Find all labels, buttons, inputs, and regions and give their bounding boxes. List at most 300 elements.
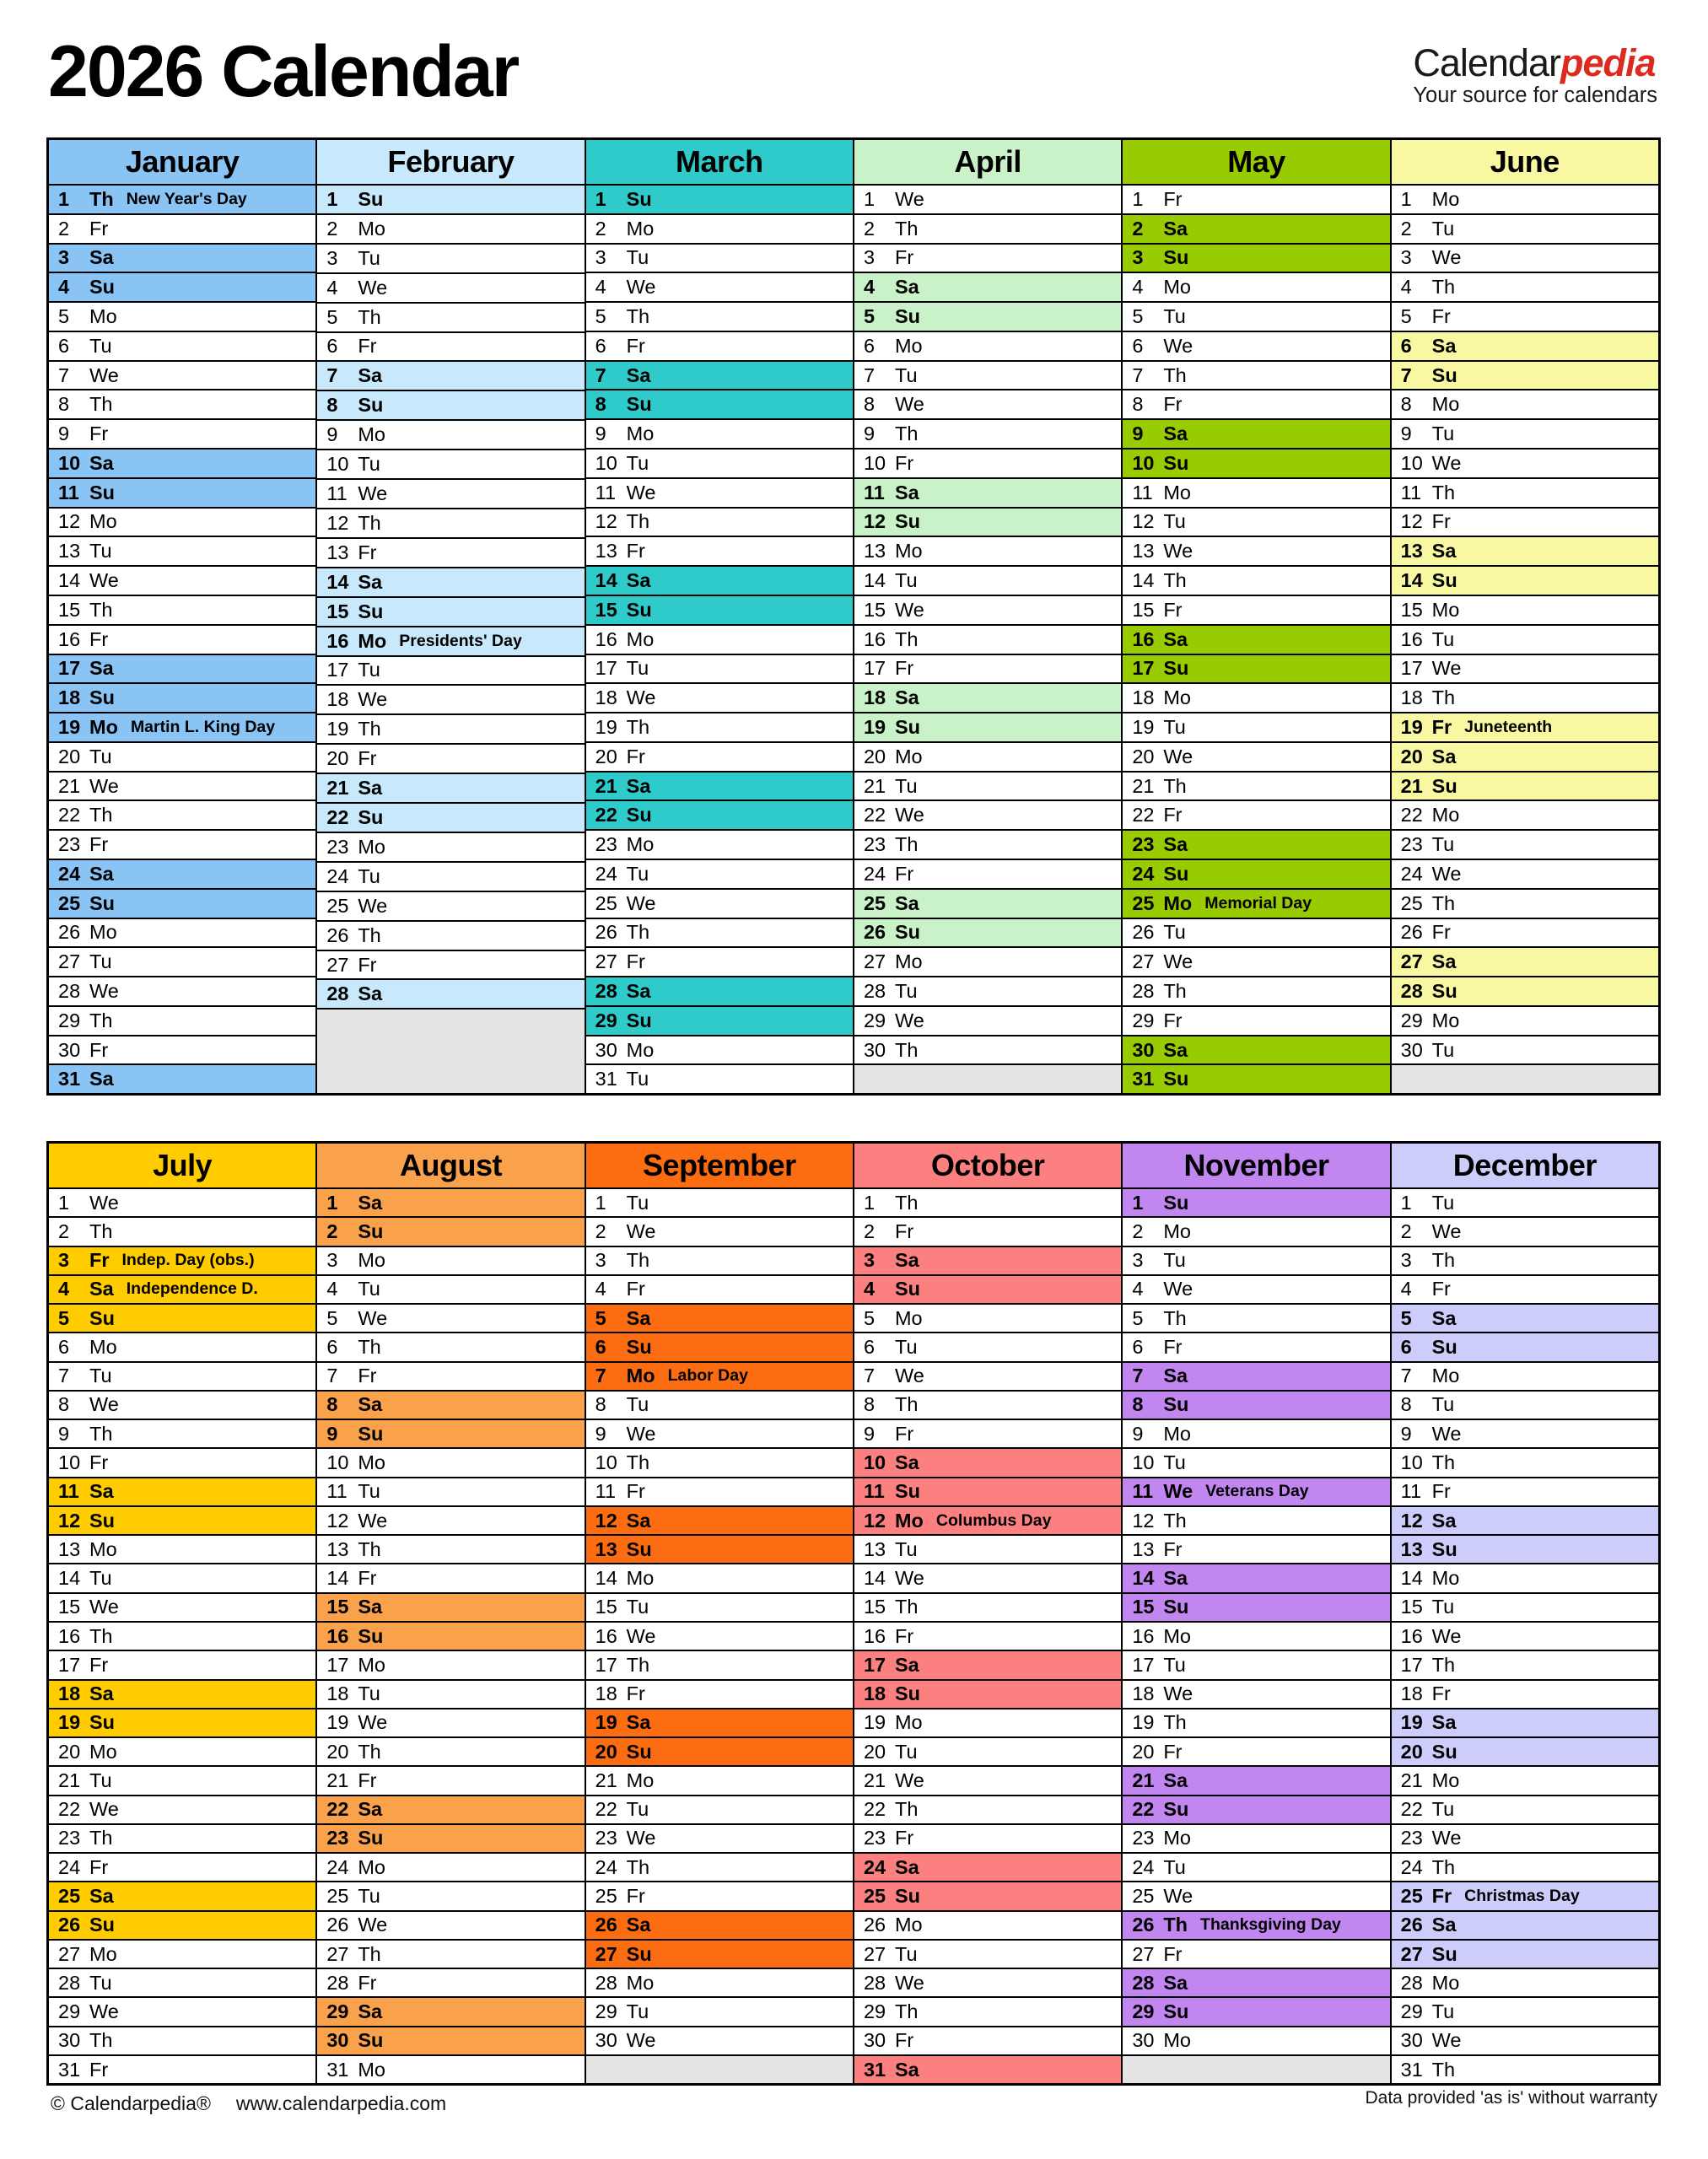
day-number: 12	[863, 1509, 886, 1532]
day-number: 30	[1132, 2029, 1155, 2052]
day-number: 29	[1132, 1009, 1155, 1031]
day-weekday: Mo	[1431, 1567, 1460, 1590]
day-number: 1	[863, 187, 876, 210]
day-number: 29	[1400, 1009, 1423, 1031]
day-number: 21	[58, 1769, 81, 1791]
day-weekday: We	[1163, 950, 1193, 973]
day-number: 23	[595, 1827, 617, 1849]
day-weekday: Fr	[1431, 510, 1451, 533]
day-row	[1392, 1564, 1658, 1593]
day-row	[317, 1825, 584, 1854]
day-row	[1123, 332, 1389, 362]
day-weekday: We	[358, 276, 388, 299]
day-weekday: We	[894, 187, 924, 210]
day-weekday: Sa	[89, 451, 114, 474]
day-row	[49, 1969, 315, 1998]
day-row	[1392, 1478, 1658, 1507]
day-weekday: Th	[89, 1827, 113, 1849]
holiday-label: Juneteenth	[1464, 717, 1553, 736]
day-number: 29	[595, 1009, 617, 1031]
day-number: 16	[1132, 627, 1155, 650]
day-number: 14	[595, 569, 617, 592]
day-row	[1392, 479, 1658, 509]
day-number: 4	[58, 276, 70, 299]
day-weekday: Mo	[358, 1249, 385, 1272]
day-row	[586, 186, 853, 215]
day-weekday: Th	[894, 1038, 919, 1061]
day-number: 1	[595, 1191, 606, 1214]
day-number: 6	[1400, 334, 1412, 357]
day-row	[586, 1276, 853, 1305]
day-row	[1123, 919, 1389, 949]
day-row	[854, 1882, 1121, 1911]
day-number: 24	[326, 1855, 349, 1878]
day-row	[49, 2027, 315, 2056]
day-row	[1392, 2056, 1658, 2083]
day-weekday: Sa	[358, 983, 383, 1005]
day-number: 26	[326, 923, 349, 946]
day-row	[1392, 1218, 1658, 1246]
day-weekday: Tu	[894, 1335, 918, 1358]
day-row	[1392, 1738, 1658, 1767]
day-row	[854, 1218, 1121, 1246]
day-row	[317, 627, 584, 657]
day-weekday: Su	[894, 921, 921, 944]
day-number: 1	[1400, 1191, 1412, 1214]
day-number: 27	[1400, 1942, 1423, 1965]
day-number: 2	[595, 1219, 606, 1242]
day-number: 9	[326, 423, 338, 446]
month-header: July	[49, 1144, 315, 1189]
day-weekday: Mo	[1431, 1365, 1460, 1387]
day-number: 5	[326, 1306, 338, 1329]
day-number: 1	[1400, 187, 1412, 210]
day-row	[317, 215, 584, 245]
day-row	[1123, 1709, 1389, 1738]
day-number: 11	[1400, 481, 1422, 503]
month-column-may	[1123, 140, 1391, 1093]
day-row	[49, 215, 315, 245]
day-weekday: Su	[89, 1509, 116, 1532]
month-header: December	[1392, 1144, 1658, 1189]
day-number: 18	[58, 1683, 81, 1705]
day-number: 25	[58, 891, 81, 914]
holiday-label: Veterans Day	[1205, 1482, 1309, 1501]
day-row	[317, 421, 584, 450]
day-weekday: We	[626, 891, 656, 914]
day-number: 30	[863, 2029, 886, 2052]
day-weekday: Sa	[1163, 217, 1188, 240]
day-row	[586, 1623, 853, 1651]
day-weekday: Mo	[89, 921, 117, 944]
day-number: 8	[863, 1393, 876, 1416]
day-row	[1123, 1218, 1389, 1246]
day-row	[49, 1507, 315, 1536]
day-row	[1123, 1478, 1389, 1507]
day-weekday: Su	[626, 187, 652, 210]
day-number: 30	[863, 1038, 886, 1061]
day-weekday: Tu	[626, 1596, 649, 1618]
day-row	[1392, 1507, 1658, 1536]
day-weekday: Fr	[894, 862, 914, 885]
day-row	[854, 1036, 1121, 1066]
day-number: 28	[863, 979, 886, 1002]
day-weekday: Tu	[358, 1683, 380, 1705]
day-row	[49, 1564, 315, 1593]
day-number: 2	[326, 1219, 338, 1242]
month-header: November	[1123, 1144, 1389, 1189]
day-weekday: Tu	[1431, 217, 1455, 240]
day-number: 19	[326, 718, 349, 740]
day-row	[1123, 1449, 1389, 1478]
day-weekday: Tu	[1163, 715, 1186, 738]
day-number: 17	[326, 659, 349, 681]
holiday-label: Thanksgiving Day	[1200, 1915, 1341, 1935]
day-number: 26	[58, 921, 81, 944]
day-number: 31	[1400, 2058, 1423, 2081]
day-number: 7	[863, 1365, 876, 1387]
day-number: 24	[1132, 1855, 1155, 1878]
day-row	[317, 539, 584, 568]
month-header: February	[317, 140, 584, 186]
day-weekday: Th	[1431, 686, 1456, 709]
day-weekday: Th	[1431, 1451, 1456, 1474]
day-number: 29	[1400, 2000, 1423, 2023]
day-row	[49, 773, 315, 802]
day-number: 4	[595, 276, 606, 299]
day-number: 10	[863, 451, 886, 474]
day-row	[1392, 186, 1658, 215]
day-weekday: We	[626, 2029, 656, 2052]
day-weekday: We	[1431, 862, 1462, 885]
day-number: 26	[1132, 1914, 1155, 1936]
month-days	[1392, 1189, 1658, 2083]
day-number: 22	[1400, 804, 1423, 826]
day-row	[1392, 1623, 1658, 1651]
day-row	[1392, 1363, 1658, 1392]
day-number: 14	[326, 570, 349, 593]
day-number: 18	[1400, 686, 1423, 709]
calendar-table-jul-dec	[46, 1141, 1661, 2086]
day-row	[586, 1767, 853, 1796]
month-column-august	[317, 1144, 585, 2083]
day-number: 17	[1132, 657, 1155, 680]
day-number: 25	[1400, 891, 1423, 914]
day-number: 27	[326, 953, 349, 976]
day-number: 2	[1132, 1219, 1144, 1242]
day-row	[586, 303, 853, 332]
day-row	[49, 890, 315, 919]
day-weekday: Fr	[894, 1624, 914, 1647]
day-weekday: Th	[358, 923, 381, 946]
day-weekday: Fr	[626, 1278, 645, 1300]
day-number: 10	[1132, 1451, 1155, 1474]
day-row	[854, 713, 1121, 743]
day-weekday: Fr	[1431, 305, 1451, 328]
day-number: 17	[58, 657, 81, 680]
day-row	[1123, 303, 1389, 332]
day-number: 13	[326, 1537, 349, 1560]
day-weekday: Sa	[89, 1480, 114, 1503]
day-row	[49, 977, 315, 1007]
day-weekday: Su	[89, 891, 116, 914]
day-row	[854, 1305, 1121, 1333]
day-weekday: We	[1163, 1480, 1193, 1503]
day-row	[317, 1478, 584, 1507]
day-number: 18	[595, 686, 617, 709]
day-weekday: Th	[1431, 891, 1456, 914]
day-number: 7	[595, 363, 606, 386]
day-weekday: Th	[1163, 979, 1187, 1002]
day-row	[586, 1363, 853, 1392]
day-weekday: Tu	[894, 569, 918, 592]
day-weekday: Su	[1163, 246, 1189, 269]
day-weekday: Fr	[89, 1855, 109, 1878]
day-weekday: Su	[1163, 1798, 1189, 1821]
day-row	[854, 1507, 1121, 1536]
day-weekday: Tu	[358, 659, 380, 681]
holiday-label: Labor Day	[667, 1366, 748, 1386]
day-weekday: Sa	[626, 569, 651, 592]
day-number: 11	[863, 481, 885, 503]
day-row	[1123, 773, 1389, 802]
day-row	[1123, 1594, 1389, 1623]
day-number: 6	[863, 334, 876, 357]
day-weekday: Sa	[894, 1451, 919, 1474]
day-row	[1123, 1825, 1389, 1854]
day-weekday: Fr	[89, 217, 109, 240]
day-weekday: Sa	[1163, 1971, 1188, 1994]
day-weekday: Tu	[89, 745, 112, 767]
day-number: 29	[863, 1009, 886, 1031]
day-row	[1123, 1363, 1389, 1392]
day-number: 24	[58, 862, 81, 885]
day-weekday: Tu	[626, 657, 649, 680]
day-row	[49, 332, 315, 362]
day-row	[49, 743, 315, 773]
day-weekday: Th	[626, 1249, 650, 1272]
day-row	[1392, 1651, 1658, 1680]
day-row	[854, 273, 1121, 303]
day-number: 31	[58, 2058, 81, 2081]
day-row	[49, 1363, 315, 1392]
day-number: 20	[58, 745, 81, 767]
day-weekday: Fr	[358, 953, 377, 976]
day-row	[49, 390, 315, 420]
day-row	[1123, 450, 1389, 479]
day-weekday: Mo	[1431, 187, 1460, 210]
day-weekday: Sa	[358, 1191, 383, 1214]
day-weekday: Tu	[1431, 833, 1455, 856]
day-number: 26	[595, 1914, 617, 1936]
day-weekday: Tu	[1431, 627, 1455, 650]
day-weekday: Tu	[626, 246, 649, 269]
day-number: 15	[1132, 598, 1155, 621]
day-weekday: Th	[1431, 1249, 1456, 1272]
day-row	[586, 596, 853, 626]
day-number: 16	[58, 1624, 81, 1647]
day-number: 28	[1132, 1971, 1155, 1994]
day-number: 30	[58, 1038, 81, 1061]
day-row	[1392, 1036, 1658, 1066]
day-number: 22	[58, 1798, 81, 1821]
day-number: 1	[1132, 1191, 1144, 1214]
day-row	[1392, 1882, 1658, 1911]
day-number: 23	[863, 1827, 886, 1849]
day-weekday: Su	[89, 1711, 116, 1734]
day-number: 30	[58, 2029, 81, 2052]
day-number: 25	[863, 891, 886, 914]
day-weekday: Su	[358, 1827, 384, 1849]
day-row	[586, 420, 853, 450]
day-row	[586, 713, 853, 743]
day-weekday: Th	[894, 2000, 919, 2023]
day-number: 3	[595, 1249, 606, 1272]
day-weekday: Sa	[1163, 1038, 1188, 1061]
day-number: 11	[1132, 481, 1153, 503]
day-weekday: We	[1431, 657, 1462, 680]
day-row	[317, 1854, 584, 1882]
logo-tagline: Your source for calendars	[1413, 83, 1657, 107]
day-weekday: Su	[89, 1914, 116, 1936]
day-number: 12	[326, 1509, 349, 1532]
day-row	[1392, 420, 1658, 450]
day-number: 21	[1400, 774, 1423, 797]
day-weekday: Mo	[1163, 1422, 1191, 1445]
day-row	[49, 1594, 315, 1623]
holiday-label: Martin L. King Day	[130, 717, 276, 736]
day-number: 8	[58, 1393, 70, 1416]
day-row	[854, 1420, 1121, 1449]
day-weekday: Su	[626, 1537, 652, 1560]
day-row	[586, 390, 853, 420]
day-weekday: Fr	[89, 833, 109, 856]
day-row	[586, 1594, 853, 1623]
day-weekday: Tu	[626, 1393, 649, 1416]
day-number: 19	[595, 1711, 617, 1734]
holiday-label: Christmas Day	[1464, 1887, 1580, 1905]
day-weekday: Su	[358, 394, 384, 417]
day-row	[1392, 801, 1658, 831]
day-number: 27	[595, 950, 617, 973]
day-row	[586, 773, 853, 802]
day-weekday: Sa	[626, 1914, 651, 1936]
day-number: 4	[326, 276, 338, 299]
day-weekday: Sa	[1163, 627, 1188, 650]
day-weekday: Mo	[89, 1537, 117, 1560]
day-row	[49, 1854, 315, 1882]
day-number: 9	[1400, 1422, 1412, 1445]
day-weekday: Th	[1163, 1306, 1187, 1329]
day-weekday: Sa	[358, 364, 383, 387]
day-weekday: We	[1431, 2029, 1462, 2052]
day-weekday: Th	[358, 1740, 381, 1763]
day-row	[586, 245, 853, 274]
day-number: 9	[1400, 423, 1412, 445]
day-number: 31	[58, 1068, 81, 1090]
day-weekday: Th	[894, 627, 919, 650]
day-number: 20	[1400, 745, 1423, 767]
day-row	[1392, 890, 1658, 919]
day-row	[586, 1854, 853, 1882]
day-weekday: Fr	[1431, 715, 1452, 738]
day-number: 22	[1400, 1798, 1423, 1821]
day-number: 27	[58, 950, 81, 973]
day-row	[49, 831, 315, 860]
day-weekday: Fr	[1163, 1537, 1183, 1560]
day-weekday: Mo	[894, 1711, 923, 1734]
day-row	[1123, 1912, 1389, 1941]
day-weekday: Fr	[89, 1451, 109, 1474]
day-number: 9	[595, 423, 606, 445]
day-weekday: Th	[626, 510, 650, 533]
day-weekday: We	[626, 276, 656, 299]
day-weekday: Sa	[358, 1798, 383, 1821]
empty-filler-cell	[1392, 1065, 1658, 1093]
day-number: 3	[863, 246, 876, 269]
day-weekday: Tu	[358, 246, 380, 269]
empty-filler-cell	[854, 1065, 1121, 1093]
day-row	[317, 1912, 584, 1941]
day-number: 5	[1400, 1306, 1412, 1329]
day-row	[1392, 1796, 1658, 1825]
day-row	[1123, 420, 1389, 450]
day-row	[317, 2056, 584, 2083]
day-row	[1123, 890, 1389, 919]
day-number: 27	[58, 1942, 81, 1965]
day-row	[317, 480, 584, 509]
day-row	[317, 1681, 584, 1709]
day-number: 14	[1132, 1567, 1155, 1590]
day-row	[586, 215, 853, 245]
day-number: 15	[1132, 1596, 1155, 1618]
day-row	[1123, 1305, 1389, 1333]
day-weekday: Su	[626, 598, 652, 621]
day-row	[49, 1651, 315, 1680]
day-weekday: Tu	[89, 1567, 112, 1590]
day-row	[317, 892, 584, 922]
day-number: 2	[863, 1219, 876, 1242]
day-weekday: Mo	[1163, 686, 1191, 709]
day-weekday: Mo	[358, 1653, 385, 1676]
day-number: 31	[595, 1068, 617, 1090]
day-number: 16	[58, 627, 81, 650]
day-row	[1392, 1969, 1658, 1998]
day-weekday: Su	[894, 1278, 921, 1300]
day-weekday: Mo	[894, 334, 923, 357]
month-column-march	[586, 140, 854, 1093]
day-number: 12	[58, 510, 81, 533]
calendar-table-jan-jun	[46, 137, 1661, 1096]
calendarpedia-logo[interactable]	[1413, 41, 1657, 107]
month-column-july	[49, 1144, 317, 2083]
day-weekday: Sa	[1431, 334, 1457, 357]
footer-url[interactable]: www.calendarpedia.com	[235, 2092, 447, 2114]
day-weekday: Tu	[1163, 1653, 1186, 1676]
day-row	[586, 890, 853, 919]
day-weekday: Tu	[1163, 1451, 1186, 1474]
day-weekday: Sa	[894, 1855, 919, 1878]
day-row	[1392, 1941, 1658, 1969]
day-weekday: Tu	[89, 1769, 112, 1791]
day-row	[1123, 1333, 1389, 1362]
day-row	[586, 1825, 853, 1854]
day-number: 9	[1132, 1422, 1144, 1445]
day-number: 5	[58, 1306, 70, 1329]
day-weekday: We	[1163, 745, 1193, 767]
month-days	[49, 1189, 315, 2083]
day-row	[586, 1796, 853, 1825]
